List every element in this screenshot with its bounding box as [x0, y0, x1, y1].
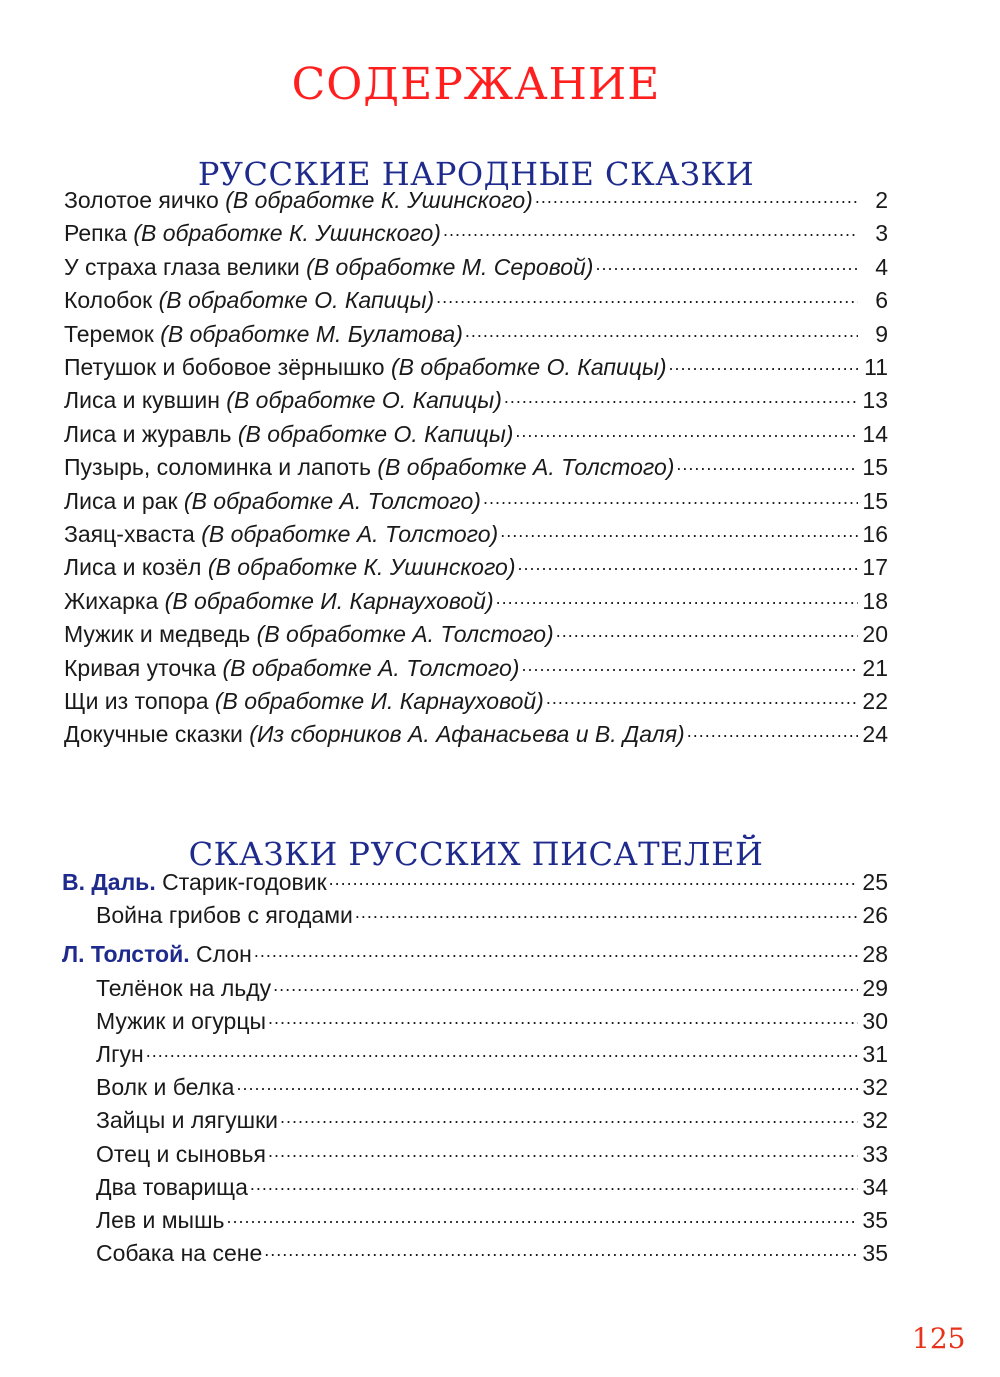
page-title: СОДЕРЖАНИЕ [291, 59, 661, 111]
dot-leader [535, 182, 858, 208]
toc-entry-page: 25 [862, 869, 888, 895]
toc-entry-page: 14 [862, 421, 888, 447]
dot-leader [254, 936, 858, 962]
dot-leader [521, 650, 858, 676]
toc-entry-title: Золотое яичко [64, 187, 219, 213]
toc-entry[interactable] [96, 1003, 888, 1036]
toc-entry-note: (В обработке А. Толстого) [201, 521, 499, 547]
dot-leader [236, 1069, 858, 1095]
toc-entry[interactable] [62, 936, 888, 969]
toc-entry[interactable] [64, 716, 888, 749]
toc-entry-title: Телёнок на льду [96, 975, 272, 1001]
toc-entry-note: (В обработке М. Булатова) [160, 321, 463, 347]
toc-entry-page: 29 [862, 975, 888, 1001]
toc-entry-page: 35 [862, 1207, 888, 1233]
toc-entry-title: Докучные сказки [64, 721, 243, 747]
toc-entry-title: Лиса и рак [64, 488, 178, 514]
toc-entry-page: 32 [862, 1107, 888, 1133]
toc-entry-title: Петушок и бобовое зёрнышко [64, 354, 385, 380]
dot-leader [355, 897, 858, 923]
toc-entry-note: (В обработке К. Ушинского) [207, 554, 516, 580]
toc-entry-title: Собака на сене [96, 1240, 263, 1266]
toc-entry[interactable] [64, 215, 888, 248]
toc-entry[interactable] [96, 1235, 888, 1268]
toc-entry[interactable] [96, 1069, 888, 1102]
toc-entry-page: 2 [875, 187, 888, 213]
toc-entry-title: Лиса и козёл [64, 554, 202, 580]
toc-entry-title: Мужик и медведь [64, 621, 251, 647]
toc-entry[interactable] [64, 249, 888, 282]
toc-entry-author: Л. Толстой. [62, 941, 190, 967]
toc-entry[interactable] [64, 349, 888, 382]
dot-leader [556, 616, 858, 642]
dot-leader [250, 1169, 858, 1195]
toc-entry-page: 34 [862, 1174, 888, 1200]
toc-entry-note: (В обработке И. Карнауховой) [214, 688, 544, 714]
dot-leader [669, 349, 858, 375]
toc-entry[interactable] [64, 182, 888, 215]
toc-entry-title: Война грибов с ягодами [96, 902, 353, 928]
page-number: 125 [912, 1322, 966, 1355]
toc-entry-title: Заяц-хваста [64, 521, 195, 547]
dot-leader [268, 1003, 858, 1029]
toc-entry[interactable] [64, 650, 888, 683]
toc-entry[interactable] [96, 1169, 888, 1202]
dot-leader [273, 970, 858, 996]
toc-entry-page: 24 [862, 721, 888, 747]
toc-entry-note: (В обработке А. Толстого) [183, 488, 481, 514]
toc-entry-page: 35 [862, 1240, 888, 1266]
dot-leader [227, 1202, 858, 1228]
toc-entry-title: Слон [196, 941, 252, 967]
toc-entry-title: У страха глаза велики [64, 254, 300, 280]
toc-entry-note: (В обработке О. Капицы) [390, 354, 667, 380]
dot-leader [483, 483, 858, 509]
toc-entry-title: Два товарища [96, 1174, 248, 1200]
toc-entry-note: (В обработке А. Толстого) [222, 655, 520, 681]
toc-entry-title: Старик-годовик [162, 869, 327, 895]
dot-leader [687, 716, 858, 742]
toc-entry[interactable] [64, 282, 888, 315]
toc-entry[interactable] [64, 382, 888, 415]
toc-entry-page: 13 [862, 387, 888, 413]
toc-entry[interactable] [96, 970, 888, 1003]
toc-entry[interactable] [96, 1202, 888, 1235]
toc-entry-note: (В обработке О. Капицы) [226, 387, 502, 413]
toc-entry-page: 31 [862, 1041, 888, 1067]
toc-entry-title: Мужик и огурцы [96, 1008, 267, 1034]
toc-entry-note: (В обработке О. Капицы) [158, 287, 435, 313]
toc-entry[interactable] [96, 1102, 888, 1135]
toc-entry[interactable] [96, 1136, 888, 1169]
toc-entry-title: Отец и сыновья [96, 1141, 266, 1167]
toc-entry-note: (В обработке М. Серовой) [306, 254, 594, 280]
toc-entry-page: 16 [862, 521, 888, 547]
toc-entry-title: Кривая уточка [64, 655, 217, 681]
dot-leader [518, 549, 858, 575]
toc-entry-title: Щи из топора [64, 688, 209, 714]
toc-entry[interactable] [64, 583, 888, 616]
toc-entry-page: 22 [862, 688, 888, 714]
toc-entry-title: Зайцы и лягушки [96, 1107, 278, 1133]
section-heading-folk-tales: РУССКИЕ НАРОДНЫЕ СКАЗКИ [197, 154, 755, 193]
toc-entry-page: 15 [862, 454, 888, 480]
toc-entry-page: 11 [864, 354, 888, 380]
toc-entry-page: 26 [862, 902, 888, 928]
toc-entry-title: Волк и белка [96, 1074, 235, 1100]
toc-entry-page: 18 [862, 588, 888, 614]
toc-entry-title: Лгун [96, 1041, 144, 1067]
section-heading-writers-tales: СКАЗКИ РУССКИХ ПИСАТЕЛЕЙ [188, 834, 764, 873]
toc-entry[interactable] [64, 616, 888, 649]
toc-entry-note: (В обработке К. Ушинского) [225, 187, 533, 213]
toc-entry-page: 4 [875, 254, 888, 280]
toc-entry-page: 3 [875, 220, 888, 246]
toc-entry-page: 28 [862, 941, 888, 967]
toc-entry-page: 30 [862, 1008, 888, 1034]
toc-entry-title: Лиса и журавль [64, 421, 232, 447]
toc-entry[interactable] [64, 549, 888, 582]
dot-leader [268, 1136, 858, 1162]
toc-entry[interactable] [64, 316, 888, 349]
dot-leader [546, 683, 858, 709]
toc-entry-page: 6 [875, 287, 888, 313]
toc-entry[interactable] [64, 683, 888, 716]
dot-leader [504, 382, 858, 408]
dot-leader [595, 249, 858, 275]
toc-entry-title: Колобок [64, 287, 153, 313]
dot-leader [264, 1235, 858, 1261]
toc-entry-author: В. Даль. [62, 869, 156, 895]
toc-entry-title: Теремок [64, 321, 154, 347]
toc-entry-page: 17 [862, 554, 888, 580]
toc-entry-note: (В обработке А. Толстого) [377, 454, 675, 480]
toc-entry-note: (В обработке А. Толстого) [256, 621, 554, 647]
toc-entry-note: (В обработке О. Капицы) [237, 421, 514, 447]
toc-entry-page: 15 [862, 488, 888, 514]
toc-entry-note: (В обработке К. Ушинского) [133, 220, 441, 246]
dot-leader [146, 1036, 858, 1062]
toc-entry[interactable] [62, 864, 888, 897]
dot-leader [496, 583, 858, 609]
toc-entry-title: Репка [64, 220, 127, 246]
dot-leader [465, 316, 858, 342]
dot-leader [443, 215, 858, 241]
dot-leader [329, 864, 858, 890]
toc-entry-note: (Из сборников А. Афанасьева и В. Даля) [249, 721, 685, 747]
toc-entry-title: Пузырь, соломинка и лапоть [64, 454, 371, 480]
toc-entry[interactable] [64, 449, 888, 482]
dot-leader [280, 1102, 858, 1128]
toc-entry-page: 20 [862, 621, 888, 647]
dot-leader [436, 282, 858, 308]
toc-entry[interactable] [64, 516, 888, 549]
toc-entry-title: Лев и мышь [96, 1207, 225, 1233]
toc-entry-page: 21 [862, 655, 888, 681]
toc-entry-note: (В обработке И. Карнауховой) [164, 588, 494, 614]
dot-leader [500, 516, 858, 542]
toc-entry-title: Лиса и кувшин [64, 387, 220, 413]
toc-entry[interactable] [64, 416, 888, 449]
dot-leader [676, 449, 858, 475]
dot-leader [515, 416, 858, 442]
toc-entry[interactable] [96, 1036, 888, 1069]
toc-entry-page: 33 [862, 1141, 888, 1167]
toc-entry[interactable] [96, 897, 888, 930]
toc-entry[interactable] [64, 483, 888, 516]
toc-entry-page: 9 [875, 321, 888, 347]
toc-entry-title: Жихарка [64, 588, 159, 614]
toc-entry-page: 32 [862, 1074, 888, 1100]
